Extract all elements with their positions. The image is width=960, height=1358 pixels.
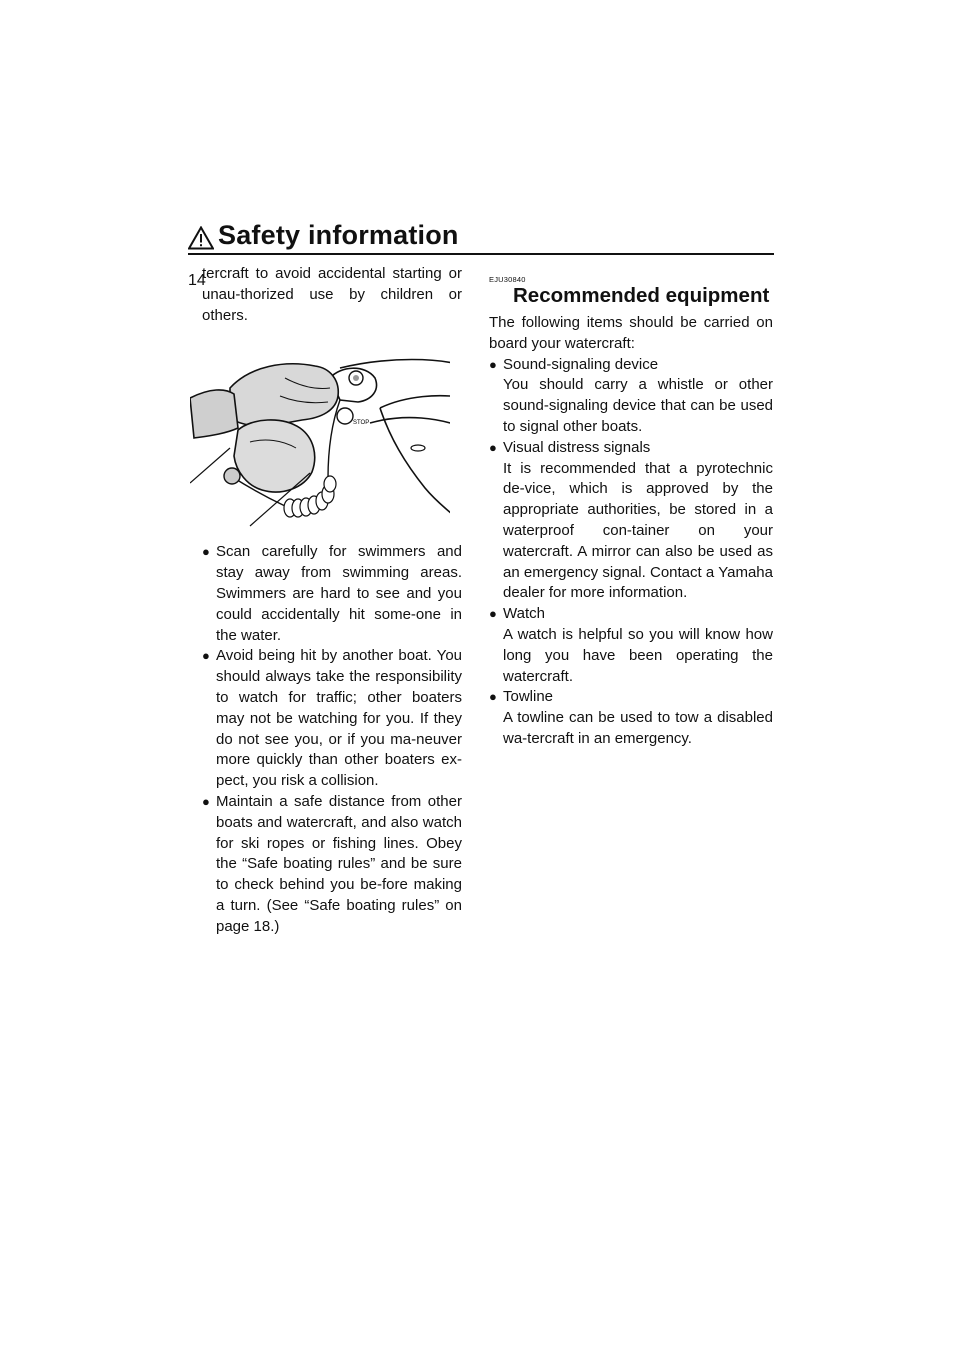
page-header [188,222,774,256]
safety-bullet-list [202,542,462,937]
bullet-icon: ● [202,544,210,560]
warning-triangle-icon [188,226,214,250]
bullet-icon: ● [489,689,497,705]
item-name: Visual distress signals [503,438,651,456]
section-title: Recommended equipment [513,284,770,307]
lanyard-illustration [190,338,450,528]
item-name: Towline [503,688,554,706]
item-name: Sound-signaling device [503,355,659,373]
page-number: 14 [188,272,206,289]
list-item [489,687,773,749]
left-column [202,264,462,938]
equipment-list [489,355,773,750]
list-item [489,355,773,438]
list-item: ● Avoid being hit by another boat. You should always take the responsibility to watch for traffic; other boaters may not be watching for you. If they do not see you, or if you ma-neuver more quickly than other boaters ex-pect, you risk a collision. [202,647,462,790]
right-column [489,275,773,750]
item-description: It is recommended that a pyrotechnic de-vice, which is approved by the appropriate authorities, be stored in a waterproof con-tainer on your watercraft. A mirror can also be used as an emergency signal. Contact a Yamaha dealer for more information. [503,459,773,602]
list-item: ● Maintain a safe distance from other boats and watercraft, and also watch for ski ropes or fishing lines. Obey the “Safe boating rules” and be sure to check behind you be-fore making a turn. (See “Safe boating rules” on page 18.) [202,792,462,935]
item-name: Watch [503,605,545,623]
section-intro: The following items should be carried on board your watercraft: [489,314,773,352]
list-item [489,438,773,604]
item-description: A towline can be used to tow a disabled wa-tercraft in an emergency. [503,709,773,747]
page-title: Safety information [218,220,459,250]
section-code: EJU30840 [489,275,526,284]
list-item [489,604,773,687]
item-description: You should carry a whistle or other sound-signaling device that can be used to signal other boats. [503,376,773,435]
list-item: ● Scan carefully for swimmers and stay away from swimming areas. Swimmers are hard to see and you could accidentally hit some-one in the water. [202,543,462,644]
header-rule [188,253,774,255]
bullet-icon: ● [202,648,210,664]
item-description: A watch is helpful so you will know how long you have been operating the watercraft. [503,625,773,685]
continued-paragraph: tercraft to avoid accidental starting or unau-thorized use by children or others. [202,265,462,324]
bullet-icon: ● [489,606,497,622]
stop-label: STOP [353,420,370,427]
bullet-icon: ● [489,439,497,455]
bullet-icon: ● [489,356,497,372]
bullet-icon: ● [202,793,210,809]
